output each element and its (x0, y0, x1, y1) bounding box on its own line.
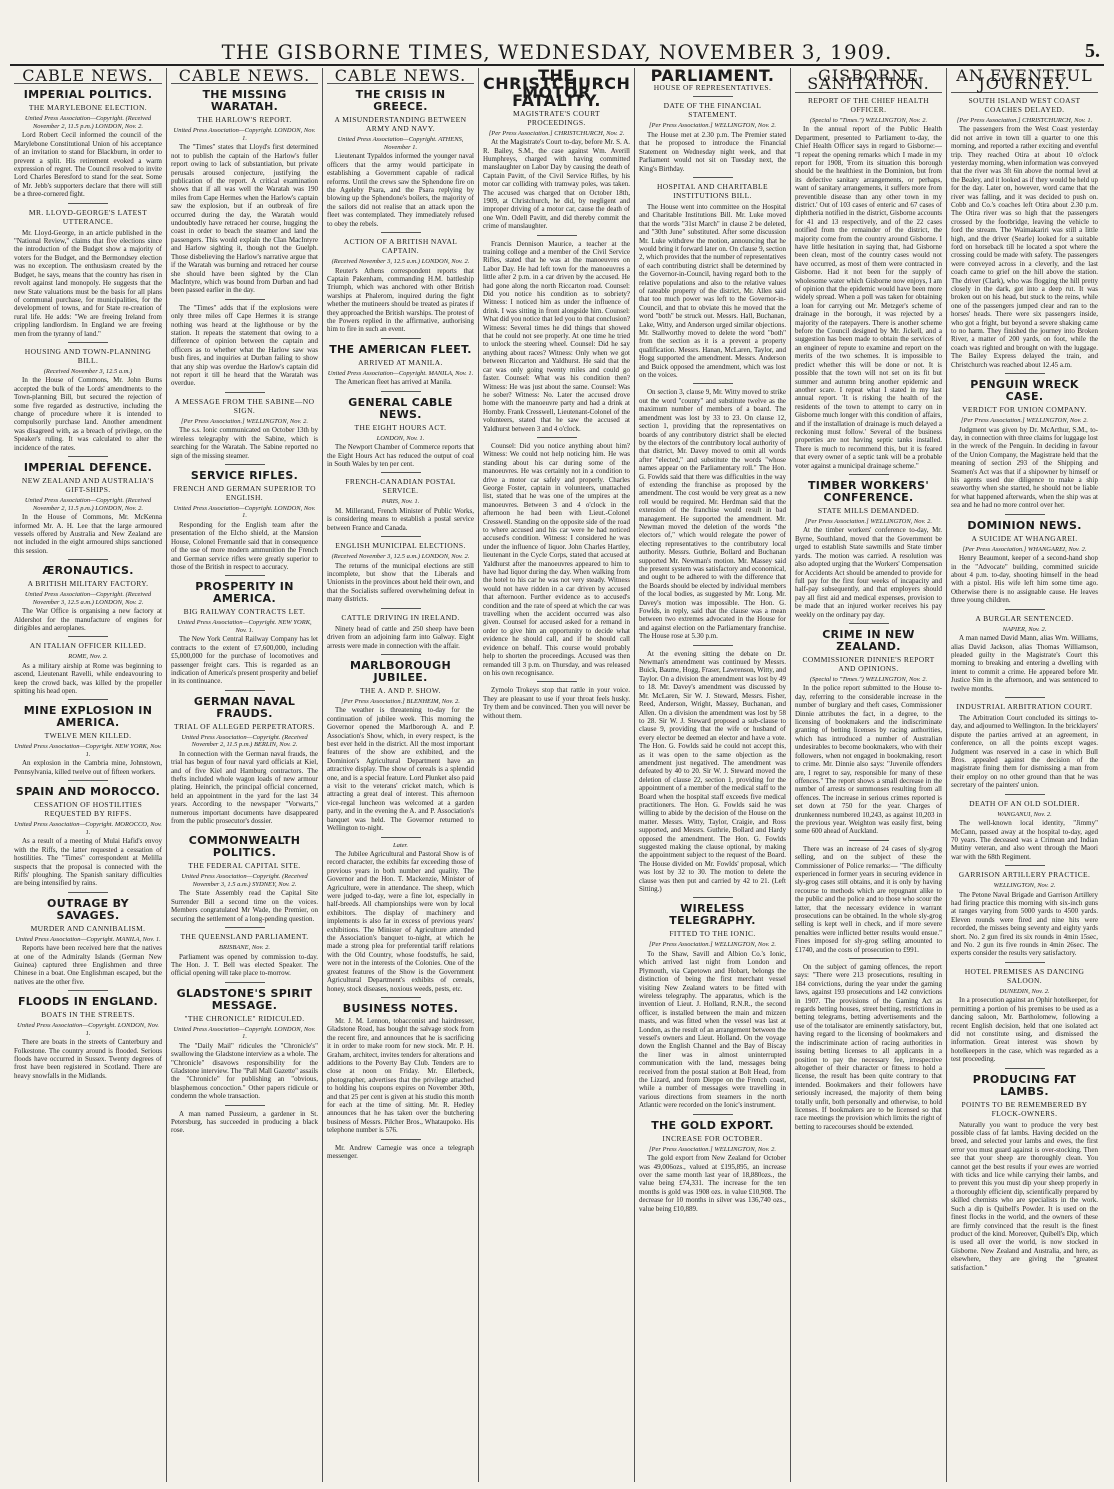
story-body: The passengers from the West Coast yesterday did not arrive in town till a quarter to one this morning, and reported a rather exciting and eventful trip. They reached Otira at about 10 o'clock yesterday morning, when information was conveyed that the river was 3ft 6in above the normal level at the Bealey, and it looked as if they would be held up for the day. Later on, however, word came that the river was falling, and it was decided to push on. Cobb and Co.'s coaches left Otira about 2.30 p.m. The Otira river was so high that the passengers crossed by the footbridge, leaving the vehicle to ford the stream. The Waimakariri was still a little high, and the driver (Searle) looked for a suitable ford on horseback till he located a spot where the crossing could be made with safety. The passengers were conveyed across in a cleverly, and the last coach came to grief on the hill above the station. The driver (Clark), who was flogging the hill pretty closely in the dark, got into a deep rut. It was broken out on his head, but stuck to the reins, while one of the passengers jumped clear and ran to the horses' heads. There were six passengers inside, who got a fright, but beyond a severe shaking came to no harm. They finished the journey into Broken River, a matter of 200 yards, on foot, while the coach was righted and brought on with the luggage. The Bailey Express delayed the train, and Christchurch was reached about 12.45 a.m. (951, 125, 1098, 369)
story-body: In the police report submitted to the House to-day, referring to the considerable increase in the number of burglary and theft cases, Commissioner Dinnie attributes the fact, in a degree, to the licensing of bookmakers and the indiscriminate granting of betting licenses by racing authorities, which has introduced a number of Australian undesirables to become bookmakers, who with their followers, when not engaged in bookmaking, resort to crime. Mr. Dinnie also says: "Juvenile offenders are, I regret to say, responsible for many of these offences." The report shows a small decrease in the number of arrests or summonses resulting from all offences. The increase in serious crimes reported is set down at 750 for the year. Charges of drunkenness numbered 10,243, as against 10,203 in the previous year. Weighton was easily first, being some 600 ahead of Auckland. (795, 684, 942, 836)
story-body: Zymolo Trokeys stop that rattle in your voice. They are pleasant to use if your throat feels husky. Try them and be convinced. Then you will never be without them. (483, 686, 630, 720)
story-headline: BUSINESS NOTES. (342, 1001, 459, 1015)
story-divider (1005, 794, 1045, 795)
story-dateline: [Per Press Association.] WELLINGTON, Nov. 2. (804, 517, 933, 525)
story-body: On section 3, clause 9, Mr. Witty moved to strike out the word "county" and substitute twelve as the maximum number of members of a board. The amendment was lost by 33 to 23. On clause 12, section 1, providing that the representatives on boards of any contributory district shall be elected by the electors of the contributory local authority of that district, Mr. Davey moved to omit all words after "elected," and substitute the words "whose names appear on the Parliamentary roll." The Hon. G. Fowlds said that there was difficulties in the way of extending the franchise as proposed by the amendment. The cost would be very great as a new roll would be required. Mr. Herdman said that the extension of the franchise would result in bad management. He supported the amendment. Mr. Newman moved the deletion of the words "the electors of," which would relegate the power of electing representatives to the contributory local authority. Messrs. Guthrie, Bollard and Buchanan supported Mr. Newman's motion. Mr. Massey said the present system was satisfactory and economical, and ought to be adhered to with the difference that the Boards should be elected by individual members of the local bodies, as suggested by Mr. Long. Mr. Davey's motion was impossible. The Hon. G. Fowlds, in reply, said that the clause was a mean between two extremes advocated in the House for and against election on the Parliamentary franchise. The House rose at 5.30 p.m. (639, 388, 786, 641)
story-divider (68, 636, 108, 637)
story-body: In connection with the German naval frauds, the trial has begun of four naval yard officials at Kiel, and of five Kiel and Hamburg contractors. The thefts included whole wagon loads of new armour plating. Heinrich, the principal official concerned, held an appointment in the yard for the last 34 years. According to the newspaper "Vorwarts," numerous important documents have disappeared from the public prosecutor's dossier. (171, 749, 318, 826)
story-dateline: United Press Association—Copyright. LONDON, Nov. 1. (173, 127, 316, 142)
story-headline: CRIME IN NEW ZEALAND. (822, 627, 915, 653)
story-body: There are boats in the streets of Canterbury and Folkestone. The country around is flooded. Serious floods have occurred in Sussex. Twenty degrees of frost have been registered in Scotland. There are heavy snowfalls in the Midlands. (14, 1038, 162, 1080)
story-subheading: DEATH OF AN OLD SOLDIER. (969, 798, 1080, 808)
story-divider (381, 472, 421, 473)
story-subheading: A MESSAGE FROM THE SABINE—NO SIGN. (174, 396, 315, 415)
story-dateline: [Per Press Association.] BLENHEIM, Nov. 2. (341, 697, 460, 705)
story-divider (693, 383, 733, 384)
story-headline: THE AMERICAN FLEET. (329, 342, 472, 356)
story-body: Responding for the English team after the presentation of the Elcho shield, at the Mansion House, Colonel Fremantle said that in consequence of the use of more modern ammunition the French and German service rifles were greatly superior to those of the British in respect to accuracy. (171, 520, 318, 571)
story-dateline: [Per Press Association.] CHRISTCHURCH, Nov. 2. (488, 129, 625, 137)
story-dateline: United Press Association—Copyright. (Received November 2, 11.5 p.m.) LONDON, Nov. 2. (24, 115, 152, 130)
story-dateline: [Per Press Association.] WELLINGTON, Nov. 2. (648, 1145, 777, 1153)
story-headline: GERMAN NAVAL FRAUDS. (193, 694, 296, 720)
story-body: At the Magistrate's Court to-day, before Mr. S. A. R. Bailey, S.M., the case against Wm. Averill Humphreys, charged with having committed manslaughter on Labor Day by causing the death of Captain Pavitt, of the Civil Service Rifles, by his motor car colliding with tramway poles, was taken. The accused was charged that on October 18th, 1909, at Christchurch, he did, by negligent and improper driving of a motor car, cause the death of one Wm. Odell Pavitt, and did thereby commit the crime of manslaughter. (483, 138, 630, 231)
story-divider (693, 897, 733, 898)
story-subheading: GARRISON ARTILLERY PRACTICE. (958, 870, 1091, 880)
story-subheading: THE EIGHT HOURS ACT. (354, 422, 447, 432)
story-divider (225, 690, 265, 691)
story-body: The House met at 2.30 p.m. The Premier stated that he proposed to introduce the Financial Statement on Wednesday night week, and that Parliament would not sit on Tuesday next, the King's Birthday. (639, 130, 786, 173)
story-body: Mr. Andrew Carnegie was once a telegraph messenger. (327, 1143, 474, 1160)
column-1 (10, 68, 166, 1482)
story-divider (381, 391, 421, 392)
story-divider (68, 892, 108, 893)
column-5 (634, 68, 790, 1482)
story-headline: ÆRONAUTICS. (42, 564, 134, 578)
story-headline: PROSPERITY IN AMERICA. (195, 580, 294, 606)
story-headline: GENERAL CABLE NEWS. (348, 395, 453, 421)
story-divider (225, 982, 265, 983)
story-subheading: TWELVE MEN KILLED. (44, 731, 132, 741)
story-body: M. Millerand, French Minister of Public Works, is considering means to establish a postal service between France and Canada. (327, 506, 474, 532)
story-headline: GLADSTONE'S SPIRIT MESSAGE. (176, 986, 313, 1012)
story-dateline: PARIS, Nov. 1. (381, 498, 420, 506)
story-subheading: THE FEDERAL CAPITAL SITE. (188, 861, 301, 871)
story-subheading: HOUSING AND TOWN-PLANNING BILL. (24, 346, 152, 365)
story-body: Lord Robert Cecil informed the council of the Marylebone Constitutional Union of his acceptance of an invitation to stand for Blackburn, in order to prevent a split. His retirement evoked a warm expression of regret. The Council resolved to invite Lord Charles Beresford to stand for the seat. Some of Mr. Jebb's supporters declare that there will still be a three-cornered fight. (14, 131, 162, 199)
story-divider (1005, 962, 1045, 963)
story-subheading: HOSPITAL AND CHARITABLE INSTITUTIONS BILL. (656, 181, 769, 200)
story-dateline: WELLINGTON, Nov. 2. (993, 882, 1056, 890)
story-body: On the subject of gaming offences, the report says: "There were 213 prosecutions, resulting in 184 convictions, during the year under the gaming laws, against 193 prosecutions and 142 convictions in 1907. The provisions of the Gaming Act as regards betting houses, street betting, restrictions in betting telegrams, betting advertisements and the use of the totalisator are eminently satisfactory, but, having regard to the licensing of bookmakers and the indiscriminate action of racing authorities in issuing betting licenses to all applicants in a position to pay the necessary fee, irrespective altogether of their character or fitness to hold a license, the result has been quite contrary to that intended. Bookmakers and their followers have seriously increased, the majority of them being totally unfit, both personally and otherwise, to hold licenses. If bookmakers are to be licensed so that race meetings the provision which limits the right of betting to racecourses should be extended. (795, 963, 942, 1131)
story-dateline: United Press Association—Copyright. MANILA, Nov. 1. (327, 369, 474, 377)
story-divider (225, 575, 265, 576)
story-subheading: BIG RAILWAY CONTRACTS LET. (183, 607, 306, 617)
story-divider (381, 654, 421, 655)
story-body: A man named David Mann, alias Wm. Williams, alias David Jackson, alias Thomas Williamson, pleaded guilty in the Magistrate's Court this morning to breaking and entering a dwelling with intent to commit a crime. He appeared before Mr. Justice Sim in the afternoon, and was sentenced to twelve months. (951, 634, 1098, 693)
story-divider (381, 608, 421, 609)
story-body: Judgment was given by Dr. McArthur, S.M., to-day, in connection with three claims for luggage lost in the wreck of the Penguin. In deciding in favour of the Union Company, the Magistrate held that the meaning of section 293 of the Shipping and Seamen's Act was that if a shipowner by himself or his agents used due diligence to make a ship seaworthy when she started, he should not be liable for what happened afterwards, when the ship was at sea and he had no more control over her. (951, 425, 1098, 510)
story-divider (225, 927, 265, 928)
story-dateline: (Special to "Times.") WELLINGTON, Nov. 2. (809, 116, 928, 124)
story-dateline: United Press Association—Copyright. MOROCCO, Nov. 1. (14, 821, 162, 836)
story-subheading: FRENCH AND GERMAN SUPERIOR TO ENGLISH. (172, 483, 316, 502)
column-7 (946, 68, 1102, 1482)
story-dateline: (Received November 3, 12.5 a.m.) LONDON, Nov. 2. (331, 553, 470, 561)
story-subheading: DATE OF THE FINANCIAL STATEMENT. (663, 101, 762, 120)
story-divider (68, 990, 108, 991)
story-subheading: A MISUNDERSTANDING BETWEEN ARMY AND NAVY. (334, 115, 467, 134)
story-body: Ninety head of cattle and 250 sheep have been driven from an adjoining farm into Galway. Eight arrests were made in connection with the affair. (327, 624, 474, 650)
story-dateline: ROME, Nov. 2. (68, 653, 108, 661)
column-header: AN EVENTFUL JOURNEY. (951, 72, 1098, 93)
story-dateline: United Press Association—Copyright. MANILA, Nov. 1. (15, 935, 161, 943)
story-divider (849, 958, 889, 959)
story-divider (381, 338, 421, 339)
story-subheading: MAGISTRATE'S COURT PROCEEDINGS. (512, 108, 601, 127)
story-subheading: VERDICT FOR UNION COMPANY. (962, 405, 1087, 415)
story-body: At the evening sitting the debate on Dr. Newman's amendment was continued by Messrs. Buick, Baume, Hogg, Fraser, Lawrenson, Witty, and Taylor. On a division the amendment was lost by 49 to 18. Mr. Davey's amendment was discussed by Mr. McLaren, Sir W. J. Steward, Messrs. Fisher, Reed, Anderson, Wright, Massey, Buchanan, and Allen. On a division the amendment was lost by 58 to 28. Sir W. J. Steward proposed a sub-clause to clause 9, providing that the wife or husband of every elector be deemed an elector and have a vote. The Hon. G. Fowlds said he could not accept this, as it was open to the same objection as the amendment just negatived. The amendment was defeated by 40 to 20. Sir W. J. Steward moved the deletion of clause 22, section 1, providing for the appointment of a member of the medical staff to the Board when the hospital staff exceeds five medical practitioners. The Hon. G. Fowlds said he was willing to abide by the decision of the House on the matter. Messrs. Witty, Taylor, Craigie, and Ross supported, and Messrs. Guthrie, Bollard and Hardy opposed the amendment. The Hon. G. Fowlds suggested making the clause optional, by making the appointment subject to the request of the Board. The House divided on Mr. Fowlds' proposal, which was lost by 32 to 30. The motion to delete the clause was then put and carried by 42 to 21. (Left Sitting.) (639, 649, 786, 894)
story-divider (68, 559, 108, 560)
story-dateline: NAPIER, Nov. 2. (1002, 625, 1047, 633)
story-headline: PENGUIN WRECK CASE. (970, 378, 1079, 404)
page-number: 5. (1085, 40, 1100, 62)
story-headline: IMPERIAL POLITICS. (23, 88, 153, 102)
story-body: Lieutenant Typaldos informed the younger naval officers that the army would participate in establishing a Government capable of radical reforms. Until the crews saw the Sphendone fire on the Ageleby Psara, and the Psara replying by blowing up the Sphendone's boilers, the majority of the sailors did not realise that an attack upon the fleet was contemplated. They immediately refused to obey the rebels. (327, 152, 474, 228)
story-headline: THE GOLD EXPORT. (651, 1118, 774, 1132)
story-divider (68, 699, 108, 700)
story-body: To the Shaw, Savill and Albion Co.'s Ionic, which arrived last night from London and Plymouth, via Capetown and Hobart, belongs the distinction of being the first merchant vessel visiting New Zealand waters to be fitted with wireless telegraphy. The apparatus, which is the invention of Lieut. J. Holland, R.N.R., the second officer, is installed between the main and mizzen masts, and was fitted when the vessel was last at London, as the result of an arrangement between the vessel's owners and Lieut. Holland. On the voyage down the English Channel and the Bay of Biscay the liner was in almost uninterrupted communication with the land, messages being received from the postal station at Bolt Head, from the Lizard, and from Dieppe on the French coast, while a number of messages were travelling in various directions from steamers in the north Atlantic were recorded on the Ionic's instrument. (639, 949, 786, 1110)
story-body: In the annual report of the Public Health Department, presented to Parliament to-day, the Chief Health Officer says in regard to Gisborne:— "I repeat the opening remarks which I made in my report for 1908, 'From its situation this borough should be the healthiest in the Dominion, but from its defective sanitary arrangements, or perhaps, want of sanitary arrangements, it suffers more from preventible disease than any other town in my district.' Out of 103 cases of enteric and 67 cases of diphtheria notified in the district, Gisborne accounts for 41 and 13 respectively, and of the 22 cases notified from the remainder of the district, the majority come from the country around Gisborne. I have little hesitation in saying that, had Gisborne been clean, most of the country cases would not have occurred, as most of them were contracted in Gisborne. Had it not been for the supply of wholesome water which Gisborne now enjoys, I am of opinion that the epidemic would have been more widely spread. When a poll was taken for obtaining a loan for carrying out Mr. Metzger's scheme of drainage in the borough, it was rejected by a majority of the ratepayers. There is another scheme before the Council designed by Mr. Jickell, and a suggestion has been made to obtain the services of an engineer of repute to examine and report on the merits of the two schemes. It is impossible to predict whether this will be done or not. It is possible that the town will not set on its fit but summer and autumn bring another epidemic and another scare. I repeat what I stated in my last annual report. 'It is risking the health of the residents of the town to attempt to carry on in Gisborne much longer with this condition of affairs, and if the installation of drainage is much delayed a reckoning must follow.' Several of the business properties are not having septic tanks installed. There is much to recommend this, but it is feared that every owner of a septic tank will be a probable voter against a municipal drainage scheme." (795, 125, 942, 470)
story-body: The s.s. Ionic communicated on October 13th by wireless telegraphy with the Sabine, which is searching for the Waratah. The Sabine reported no sign of the missing steamer. (171, 426, 318, 460)
story-headline: THE CRISIS IN GREECE. (355, 88, 446, 114)
story-dateline: (Received November 3, 12.5 a.m.) (43, 367, 133, 375)
story-subheading: THE MARYLEBONE ELECTION. (28, 103, 148, 113)
story-body: The Arbitration Court concluded its sittings to-day, and adjourned to Wellington. In the bricklayers' dispute the parties arrived at an agreement, in conference, on all the points except wages. Judgment was reserved in a case in which Bull Bros. appealed against the decision of the magistrate fining them for dismissing a man from their employ on no other ground than that he was secretary of the painters' union. (951, 713, 1098, 790)
story-subheading: SOUTH ISLAND WEST COAST COACHES DELAYED. (968, 95, 1081, 114)
newspaper-title: THE GISBORNE TIMES, WEDNESDAY, NOVEMBER 3, 1909. (221, 40, 893, 64)
story-body: Parliament was opened by commission to-day. The Hon. J. T. Bell was elected Speaker. The official opening will take place to-morrow. (171, 952, 318, 978)
story-body: The Petone Naval Brigade and Garrison Artillery had firing practice this morning with six-inch guns at ranges varying from 5000 yards to 4500 yards. Eleven rounds were fired and nine hits were recorded, the misses being seventy and eighty yards short. No. 2 gun fired its six rounds in 4min 15sec, and No. 2 gun its five rounds in 4min 26sec. The experts consider the results very satisfactory. (951, 890, 1098, 958)
story-headline: TIMBER WORKERS' CONFERENCE. (808, 478, 929, 504)
story-subheading: HOUSE OF REPRESENTATIVES. (653, 83, 772, 93)
story-subheading: INCREASE FOR OCTOBER. (662, 1133, 763, 1143)
story-subheading: STATE MILLS DEMANDED. (817, 505, 920, 515)
story-body: Reports have been received here that the natives at one of the Admiralty Islands (German New Guinea) captured three Englishmen and three Chinese in a boat. One Englishman escaped, but the natives ate the other five. (14, 944, 162, 986)
story-body: An explosion in the Cambria mine, Johnstown, Pennsylvania, killed twelve out of fifteen workers. (14, 759, 162, 776)
story-subheading: CATTLE DRIVING IN IRELAND. (341, 612, 460, 622)
column-3 (322, 68, 478, 1482)
story-divider (381, 997, 421, 998)
story-dateline: (Special to "Times.") WELLINGTON, Nov. 2. (809, 675, 928, 683)
story-body: As a military airship at Rome was beginning to ascend, Lieutenant Ravelli, while endeavouring to keep the crowd back, was killed by the propeller spitting his head open. (14, 661, 162, 696)
story-divider (68, 456, 108, 457)
story-subheading: HOTEL PREMISES AS DANCING SALOON. (964, 966, 1085, 985)
story-subheading: A BRITISH MILITARY FACTORY. (27, 579, 149, 589)
story-body: The gold export from New Zealand for October was 49,006ozs., valued at £195,895, an increase over the same month last year of 18,880ozs., the value being £74,331. The increase for the ten months is gold was 1908 ozs. in value £10,908. The decrease for 10 months in silver was 136,740 ozs., value being £10,889. (639, 1154, 786, 1213)
story-dateline: United Press Association—Copyright. NEW YORK, Nov. 1. (177, 619, 312, 634)
story-dateline: BRISBANE, Nov. 2. (219, 944, 270, 952)
story-divider (849, 840, 889, 841)
story-headline: DOMINION NEWS. (967, 518, 1082, 532)
story-subheading: REPORT OF THE CHIEF HEALTH OFFICER. (807, 95, 930, 114)
story-body: The well-known local identity, "Jimmy" McCann, passed away at the hospital to-day, aged 70 years. The deceased was a Crimean and Indian Mutiny veteran, and also went through the Maori war with the 68th Regiment. (951, 819, 1098, 861)
story-body: At the timber workers' conference to-day, Mr. Byrne, Southland, moved that the Government be urged to establish State sawmills and State timber yards. The motion was carried. A resolution was also adopted urging that the Workers' Compensation for Accidents Act should be amended to provide for full pay for the first four weeks of incapacity and half-pay subsequently, and that employers should pay all first aid and medical expenses, provision to be made that an injured worker receives his pay weekly on the ordinary pay day. (795, 526, 942, 619)
story-body: Henry Beaumont, keeper of a second-hand shop in the "Advocate" building, committed suicide about 4 p.m. to-day, shooting himself in the head with a pistol. His wife left him some time ago. Otherwise there is no assignable cause. He leaves three young children. (951, 554, 1098, 605)
story-subheading: FITTED TO THE IONIC. (669, 929, 756, 939)
story-body: Mr. J. M. Lennon, tobacconist and hairdresser, Gladstone Road, has bought the salvage stock from the recent fire, and announces that he is sacrificing it in order to make room for new stock. Mr. P. H. Graham, architect, invites tenders for alterations and additions to the Poverty Bay Club. Tenders are to close at noon on Friday. Mr. Ellerbeck, photographer, advertises that the privilege attached to holding his coupons expires on November 30th, and that 25 per cent is given at his studio this month for each at the time of sitting. Mr. R. Hedley announces that he has taken over the butchering business of Messrs. Pilcher Bros., Whataupoko. His telephone number is 576. (327, 1016, 474, 1135)
story-headline: PRODUCING FAT LAMBS. (972, 1072, 1077, 1098)
story-divider (537, 235, 577, 236)
story-dateline: DUNEDIN, Nov. 2. (999, 987, 1050, 995)
story-dateline: United Press Association—Copyright. LONDON, Nov. 1. (173, 1025, 316, 1041)
masthead (0, 0, 1114, 64)
story-divider (381, 536, 421, 537)
story-body: The House went into committee on the Hospital and Charitable Institutions Bill. Mr. Luke moved that the words "31st March" in clause 2 be deleted, and "30th June" substituted. After some discussion Mr. Luke withdrew the motion, announcing that he would bring it forward later on. On clause 9, section 2, which provides that the number of representatives of each contributing district shall be determined by the Governor-in-Council, having regard both to the relative populations and also to the relative values of rateable property of the district, Mr. Allen said that too much power was left to the Governor-in-Council, and that to obviate this he moved that the word "both" be struck out. Messrs. Hall, Buchanan, Lake, Witty, and Anderson urged similar objections. Mr. Stallworthy moved to delete the word "both" from the section as it is a prevent a property qualification. Messrs. Hanan, McLaren, Taylor, and Hogg supported the amendment. Messrs. Anderson and Buick opposed the amendment, which was lost on the voices. (639, 202, 786, 380)
story-subheading: THE A. AND P. SHOW. (360, 685, 441, 695)
story-subheading: MR. LLOYD-GEORGE'S LATEST UTTERANCE. (28, 207, 148, 226)
story-dateline: United Press Association—Copyright. (Received November 3, 12.5 a.m.) LONDON, Nov. 2. (24, 591, 152, 606)
story-divider (68, 780, 108, 781)
story-dateline: United Press Association—Copyright. ATHENS, November 1. (337, 136, 464, 151)
story-subheading: BOATS IN THE STREETS. (41, 1010, 135, 1020)
column-header: GISBORNE SANITATION. (795, 72, 942, 93)
story-divider (693, 1114, 733, 1115)
story-subheading: "THE CHRONICLE" RIDICULED. (184, 1013, 305, 1023)
story-subheading: AN ITALIAN OFFICER KILLED. (29, 641, 147, 651)
story-dateline: United Press Association—Copyright. (Received November 3, 1.5 a.m.) SYDNEY, Nov. 2. (181, 873, 308, 888)
story-divider (225, 299, 265, 300)
story-dateline: [Per Press Association.] WELLINGTON, Nov. 2. (960, 417, 1089, 425)
column-6 (790, 68, 946, 1482)
story-body: The returns of the municipal elections are still incomplete, but show that the Liberals and Unionists in the provinces about held their own, and that the Socialists suffered overwhelming defeat in many districts. (327, 561, 474, 604)
story-dateline: (Received November 3, 12.5 a.m.) LONDON, Nov. 2. (331, 258, 470, 266)
story-body: In the House of Commons, Mr. John Burns accepted the bulk of the Lords' amendments to the Town-planning Bill, but secured the rejection of some five regarded as destructive, including the change of procedure where it is intended to compulsorily purchase land. Another amendment was disagreed with, as a breach of privilege, on the Speaker's ruling. It was calculated to alter the incidence of the rates. (14, 376, 162, 452)
story-body: The "Daily Mail" ridicules the "Chronicle's" swallowing the Gladstone interview as a whole. The "Chronicle" disavows responsibility for the Gladstone interview. The "Pall Mall Gazette" assails the "Chronicle" for publishing an "obvious, blasphemous concoction." Other papers ridicule or condemn the whole transaction. (171, 1041, 318, 1101)
story-subheading: TRIAL OF ALLEGED PERPETRATORS. (174, 721, 315, 731)
story-body: In the House of Commons, Mr. McKenna informed Mr. A. H. Lee that the large armoured vessels offered by Australia and New Zealand are not included in the eight armoured ships sanctioned this session. (14, 513, 162, 555)
story-subheading: ARRIVED AT MANILA. (358, 357, 443, 367)
story-divider (381, 1139, 421, 1140)
story-headline: SERVICE RIFLES. (190, 468, 299, 482)
column-header: CABLE NEWS. (171, 72, 318, 84)
story-body: A man named Pussieurn, a gardener in St. Petersburg, has succeeded in producing a black rose. (171, 1109, 318, 1135)
story-dateline: [Per Press Association.] WELLINGTON, Nov. 2. (648, 941, 777, 949)
story-subheading: THE QUEENSLAND PARLIAMENT. (180, 932, 309, 942)
story-dateline: United Press Association—Copyright. (Received November 2, 11.5 p.m.) LONDON, Nov. 2. (24, 497, 152, 512)
story-subheading: FRENCH-CANADIAN POSTAL SERVICE. (345, 477, 456, 496)
story-dateline: United Press Association—Copyright. LONDON, Nov. 1. (173, 504, 316, 520)
story-dateline: Later. (393, 841, 408, 849)
story-subheading: THE HARLOW'S REPORT. (197, 115, 292, 125)
story-headline: MARLBOROUGH JUBILEE. (350, 658, 451, 684)
story-subheading: ENGLISH MUNICIPAL ELECTIONS. (335, 541, 466, 551)
story-divider (225, 392, 265, 393)
story-subheading: INDUSTRIAL ARBITRATION COURT. (956, 701, 1093, 711)
column-header: THE CHRISTCHURCH MOTOR FATALITY. (483, 68, 631, 111)
story-divider (693, 96, 733, 97)
story-dateline: United Press Association—Copyright. NEW YORK, Nov. 1. (14, 743, 162, 758)
story-body: The weather is threatening to-day for the continuation of jubilee week. This morning the Governor opened the Marlborough A. and P. Association's Show, which, in every respect, is the best ever held in the district. All the most important features of the show are exhibited, and the Dominion's Agricultural Department have an attractive display. The show of cereals is a splendid one, and is a special feature. Lord Plunket also paid a visit to the veterans' cricket match, which is attracting a great deal of interest. This afternoon vice-regal luncheon was welcomed at a garden party, and in the evening the A. and P. Association's banquet was held. The Governor returned to Wellington to-night. (327, 706, 474, 833)
story-subheading: POINTS TO BE REMEMBERED BY FLOCK-OWNERS. (961, 1099, 1088, 1118)
story-body: The American fleet has arrived at Manila. (335, 378, 452, 387)
story-headline: MINE EXPLOSION IN AMERICA. (23, 704, 153, 730)
story-divider (693, 177, 733, 178)
story-body: The State Assembly read the Capital Site Surrender Bill a second time on the voices. Members congratulated Mr Wade, the Premier, on securing the settlement of a long-pending question. (171, 889, 318, 923)
story-subheading: CESSATION OF HOSTILITIES REQUESTED BY RIFFS. (33, 800, 143, 819)
story-divider (68, 342, 108, 343)
story-dateline: United Press Association—Copyright. LONDON, Nov. 1. (17, 1022, 159, 1037)
story-body: There was an increase of 24 cases of sly-grog selling, and on the subject of these the Commissioner of Police remarks:— "The difficulty experienced in former years in securing evidence in sly-grog cases still obtains, and it is only by having recourse to methods which are repugnant alike to the public and the police and to those who scour the latter, that the necessary evidence in warrant prosecutions can be obtained. In the whole sly-grog selling is kept well in check, and if more severe penalties were inflicted better results would ensue." Fines imposed for sly-grog selling amounted to £1740, and the costs of prosecution to £991. (795, 844, 942, 954)
story-subheading: MURDER AND CANNIBALISM. (30, 923, 146, 933)
story-divider (693, 645, 733, 646)
story-headline: THE MISSING WARATAH. (202, 88, 287, 114)
story-dateline: [Per Press Association.] CHRISTCHURCH, Nov. 1. (956, 116, 1093, 124)
story-subheading: NEW ZEALAND AND AUSTRALIA'S GIFT-SHIPS. (21, 476, 155, 495)
story-dateline: LONDON, Nov. 1. (376, 434, 425, 442)
story-divider (225, 829, 265, 830)
story-divider (381, 232, 421, 233)
story-body: Francis Dennison Maurice, a teacher at the training college and a member of the Civil Service Rifles, stated that he was at the manoeuvres on Labor Day. He had left town for the manoeuvres a little after 2 p.m. in a car driven by the accused. He had gone along the north Riccarton road. Counsel: Did you notice his condition as to sobriety? Witness: I noticed him as under the influence of drink. I was sitting in front alongside him. Counsel: What did you notice that led you to that conclusion? Witness: Several times he did things that showed that he could not see properly. At one time he tried to unlock the steering wheel. Counsel: Did he say anything about races? Witness: Only when we got between Riccarton and Yaldhurst. He said that the car was only going twenty miles and could go faster. Counsel: What was his condition then? Witness: He was just about the same. Counsel: Was he sober? Witness: No. Later the accused drove home with the manoeuvre party and had a drink at Hornby. Frank Cresswell, Lieutenant-Colonel of the volunteers, stated that he saw the accused at Yaldhurst between 3 and 4 o'clock. (483, 239, 630, 433)
story-headline: IMPERIAL DEFENCE. (23, 461, 153, 475)
column-header: CABLE NEWS. (327, 72, 474, 84)
story-dateline: [Per Press Association.] WELLINGTON, Nov. 2. (648, 122, 777, 130)
story-divider (537, 437, 577, 438)
story-divider (1005, 609, 1045, 610)
column-header: CABLE NEWS. (14, 72, 162, 84)
story-headline: SPAIN AND MOROCCO. (15, 785, 161, 799)
story-body: As a result of a meeting of Mulai Hafid's envoy with the Riffs, the latter requested a cessation of hostilities. The "Times" correspondent at Melilla suspects that the proposal is connected with the Riffs' ploughing. The Spanish sanitary difficulties are being intensified by rains. (14, 837, 162, 888)
story-divider (1005, 373, 1045, 374)
story-body: The "Times" states that Lloyd's first determined not to publish the captain of the Harlow's fuller report owing to lack of substantiation, but private perusals aroused conjecture, justifying the publication of the report. A critical examination shows that if all was well the Waratah was 190 miles from Cape Hermes when the Harlow's captain saw the explosion, but if an outbreak of fire occurred during the day, the Waratah would undoubtedly have retraced her course, hugging the coast in order to beach the steamer and land the passengers. This would explain the Clan MacIntyre and Harlow sighting it, though not the Guelph. Those disbelieving the Harlow's narrative argue that if the Waratah was burning and retraced her course she should have been sighted by the Clan MacIntyre, which was bound from Durban and had been passed earlier in the day. (171, 143, 318, 295)
story-divider (225, 464, 265, 465)
story-headline: WIRELESS TELEGRAPHY. (669, 902, 756, 928)
story-body: Mr. Lloyd-George, in an article published in the "National Review," claims that five elections since the introduction of the Budget show a majority of voters for the Budget, and the Bermondsey election was no exception. The enthusiasm created by the Budget, he says, means that the country has risen in revolt against land monopoly. He suggests that the new State valuations must be the basis for all plans of communal purchase, for municipalities, for the development of towns, and for State re-creation of rural life. He adds: "We are freeing Ireland from crippling landlordism. In England we are freeing men from the tyranny of land." (14, 228, 162, 338)
story-headline: FLOODS IN ENGLAND. (17, 995, 159, 1009)
story-divider (68, 203, 108, 204)
story-dateline: [Per Press Association.] WELLINGTON, Nov. 2. (180, 417, 309, 425)
story-body: Reuter's Athens correspondent reports that Captain Pakenham, commanding H.M. battleship Triumph, which was anchored with other British warships at Phalerom, inquired during the fight whether the mutineers should be treated as pirates if they approached the British warships. The protest of the Powers replied in the affirmative, authorising him to fire in such an event. (327, 266, 474, 334)
story-divider (849, 474, 889, 475)
story-divider (1005, 697, 1045, 698)
story-body: In a prosecution against an Ophir hotelkeeper, for permitting a portion of his premises to be used as a dancing saloon, Mr. Bartholomew, following a recent English decision, held that one isolated act did not constitute using, and dismissed the information. Great interest was shown by hotelkeepers in the case, which was regarded as a test proceeding. (951, 996, 1098, 1064)
story-dateline: WANGANUI, Nov. 2. (997, 810, 1052, 818)
story-subheading: ACTION OF A BRITISH NAVAL CAPTAIN. (343, 237, 458, 256)
story-divider (1005, 514, 1045, 515)
story-subheading: COMMISSIONER DINNIE'S REPORT AND OPINIONS. (802, 654, 935, 673)
story-body: The Newport Chamber of Commerce reports that the Eight Hours Act has reduced the output of coal in South Wales by ten per cent. (327, 443, 474, 469)
story-headline: OUTRAGE BY SAVAGES. (47, 896, 129, 922)
story-divider (381, 837, 421, 838)
story-body: The "Times" adds that if the explosions were only three miles off Cape Hermes it is strange nothing was heard at the lighthouse or by the station. It repeats the statement that owing to a difference of opinion between the captain and officers as to whether what the Harlow saw was bush fires, and inquiries at Durban failing to show that any ship was overdue the Harlow's captain did not report it till he heard that the Waratah was overdue. (171, 303, 318, 388)
story-body: The New York Central Railway Company has let contracts to the extent of £7,600,000, including £5,000,000 for the purchase of locomotives and passenger freight cars. This is regarded as an indication of America's present prosperity and belief in its continuance. (171, 635, 318, 686)
story-headline: COMMONWEALTH POLITICS. (188, 834, 301, 860)
story-divider (849, 623, 889, 624)
story-body: Counsel: Did you notice anything about him? Witness: We could not help noticing him. He was standing about his car during some of the manoeuvres. He was certainly not in a condition to drive a motor car safely and properly. Charles George Foster, captain in volunteers, unattached list, stated that he was one of the umpires at the manoeuvres. Between 3 and 4 o'clock in the afternoon he had been with Lieut.-Colonel Cresswell. Standing on the opposite side of the road to where accused and his car were he had noticed accused's condition. Witness: I considered he was under the influence of liquor. John Charles Hartley, lieutenant in the Cycle Corps, stated that accused at Yaldhurst after the manoeuvres appeared to him to have had liquor during the day. When walking from the hotel to his car he was not very steady. Witness would not have ridden in a car driven by accused that afternoon. Further evidence as to accused's condition and the rate of speed at which the car was travelling when the accident occurred was also given. Counsel for accused asked for a remand in order to give him an opportunity to decide what evidence he should call, and if he should call evidence on behalf. This course would probably help to shorten the proceedings. Accused was then remanded till 3 p.m. on Thursday, and was released on his own recognisance. (483, 441, 630, 677)
story-divider (1005, 1068, 1045, 1069)
story-body: The Jubilee Agricultural and Pastoral Show is of record character, the exhibits far exceeding those of previous years in both number and quality. The Governor and the Hon. T. Mackenzie, Minister of Agriculture, were in attendance. The sheep, which were judged to-day, were a fine lot, especially in half-breeds. All championships were won by local exhibitors. The display of machinery and implements is also far in excess of previous years' exhibitions. The Minister of Agriculture attended the Association's banquet to-night, at which he made a strong plea for preferential tariff relations with the Old Country, whose foodstuffs, he said, were not in the interests of the Colonies. One of the greatest features of the Show is the Government Agricultural Department's exhibits of cereals, honey, stock diseases, noxious weeds, pests, etc. (327, 850, 474, 993)
column-header: PARLIAMENT. (650, 68, 775, 85)
column-2 (166, 68, 322, 1482)
story-body: The War Office is organising a new factory at Aldershot for the manufacture of engines for dirigibles and aeroplanes. (14, 607, 162, 632)
story-divider (225, 1105, 265, 1106)
story-body: Naturally you want to produce the very best possible class of fat lambs. Having decided on the breed, and selected your lambs and ewes, the first error you must guard against is over-stocking. Then see that your sheep are thoroughly clean. You cannot get the best results if your ewes are worried with ticks and lice while carrying their lambs, and to prevent this you must dip your sheep properly in a thoroughly efficient dip, scientifically prepared by skilled chemists who are specialists in the work. Such a dip is Quibell's Powder. It is used on the finest flocks in the world, and the owners of these are firmly convinced that the result is the finest product of the kind. Moreover, Quibell's Dip, which is used all over the world, is now stocked in Gisborne. New Zealand and Australia, and here, as elsewhere, they are giving the "greatest satisfaction." (951, 1120, 1098, 1272)
newspaper-columns (10, 68, 1104, 1482)
story-divider (537, 681, 577, 682)
story-divider (1005, 865, 1045, 866)
story-subheading: A SUICIDE AT WHANGAREI. (971, 533, 1078, 543)
story-dateline: [Per Press Association.] WHANGAREI, Nov. 2. (962, 545, 1087, 553)
story-subheading: A BURGLAR SENTENCED. (975, 613, 1074, 623)
column-4 (478, 68, 634, 1482)
masthead-rule (10, 64, 1104, 66)
story-dateline: United Press Association—Copyright. (Received November 2, 11.5 p.m.) BERLIN, Nov. 2. (181, 733, 308, 749)
